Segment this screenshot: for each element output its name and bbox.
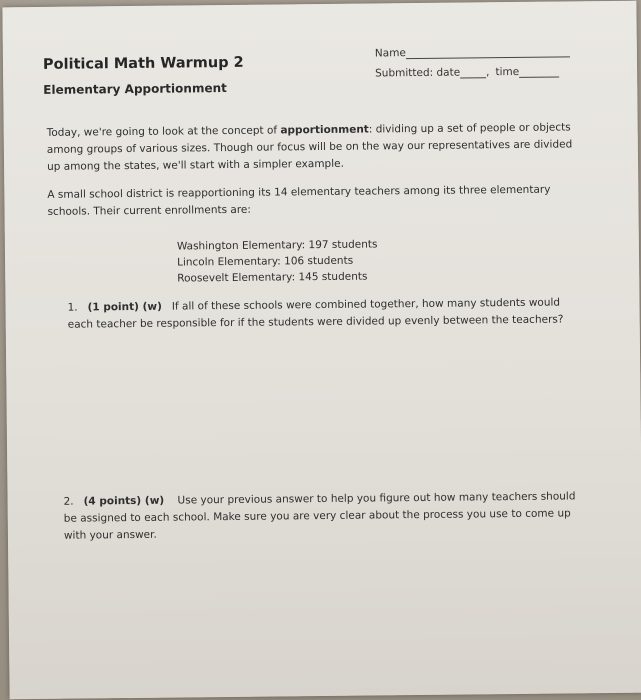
- school-enrollment-item: Washington Elementary: 197 students: [176, 238, 378, 253]
- submitted-date-label: Submitted: date: [375, 66, 461, 80]
- intro-paragraph: [47, 119, 578, 176]
- question-points: (4 points) (w): [83, 494, 165, 508]
- question-1: [67, 294, 567, 333]
- worksheet-page: [2, 1, 641, 700]
- title-block: [43, 55, 244, 97]
- question-number: 1.: [67, 301, 78, 314]
- question-points: (1 point) (w): [87, 300, 162, 314]
- apportionment-term: apportionment: [280, 123, 369, 137]
- school-enrollment-list: [177, 236, 378, 286]
- intro-text-part2: : dividing up a set of people or objects among groups of various sizes. Though our focus will be on the way our representatives are divided up among the states, we'll start with a simpler example.: [46, 121, 573, 173]
- time-blank-line[interactable]: [519, 67, 559, 78]
- name-blank-line[interactable]: [406, 46, 570, 59]
- name-row: [375, 45, 570, 59]
- scenario-paragraph: A small school district is reapportioning its 14 elementary teachers among its three elementary schools. Their current enrollments are:: [47, 183, 551, 218]
- student-info-block: [375, 45, 570, 87]
- question-text: If all of these schools were combined together, how many students would each teacher be responsible for if the students were divided up evenly between the teachers?: [67, 296, 564, 331]
- time-label: time: [495, 65, 520, 79]
- school-enrollment-item: Lincoln Elementary: 106 students: [177, 254, 354, 269]
- worksheet-subtitle: Elementary Apportionment: [43, 80, 227, 97]
- comma-separator: ,: [486, 66, 490, 79]
- school-enrollment-item: Roosevelt Elementary: 145 students: [177, 270, 368, 285]
- question-number: 2.: [63, 495, 74, 508]
- worksheet-title: Political Math Warmup 2: [42, 54, 244, 73]
- date-blank-line[interactable]: [460, 67, 486, 78]
- intro-text-part1: Today, we're going to look at the concept of: [46, 124, 281, 139]
- name-label: Name: [374, 47, 406, 60]
- question-text: Use your previous answer to help you figure out how many teachers should be assigned to each school. Make sure you are very clear about the process you use to come up with your answer.: [63, 490, 576, 542]
- submitted-row: [375, 65, 570, 79]
- question-2: [63, 488, 584, 544]
